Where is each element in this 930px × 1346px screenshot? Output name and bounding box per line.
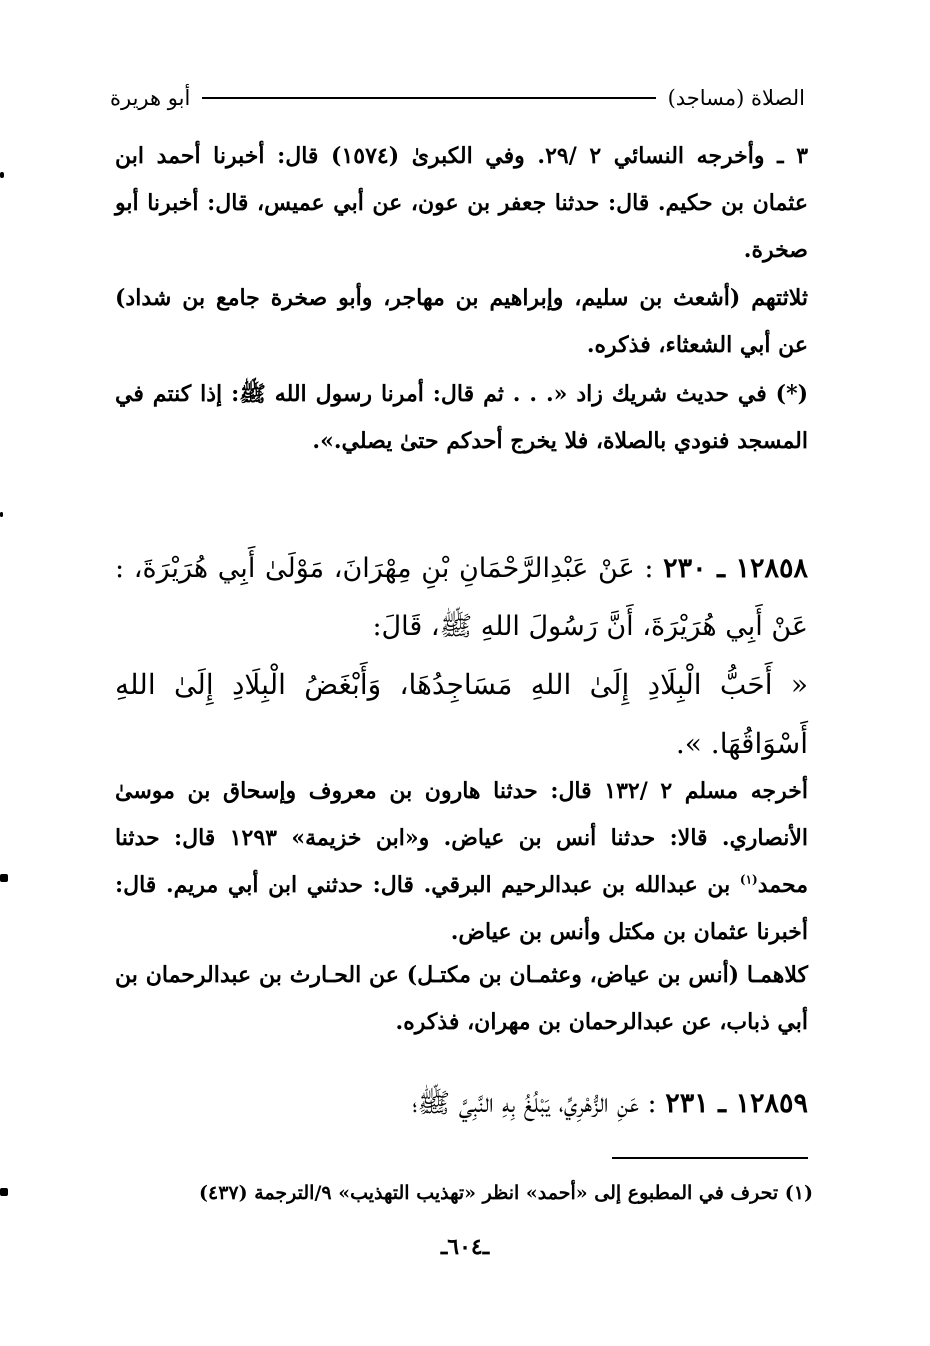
footnote: (١) تحرف في المطبوع إلى «أحمد» انظر «تهذيب التهذيب» ٩/الترجمة (٤٣٧) <box>199 1182 813 1204</box>
chapter-title: الصلاة (مساجد) <box>667 86 805 110</box>
takhrij-text-part1: أخرجه مسلم ٢ /١٣٢ قال: حدثنا هارون بن معروف وإسحاق بن موسىٰ الأنصاري. قالا: حدثنا أنس بن عياض. و«ابن خزيمة» ١٢٩٣ قال: حدثنا محمد <box>115 778 808 898</box>
hadith-12859-heading <box>115 1075 808 1133</box>
page-number: ـ٦٠٤ـ <box>440 1234 490 1260</box>
footnote-rule <box>612 1157 808 1159</box>
hadith-12858-heading <box>115 540 808 656</box>
takhrij-paragraph-muslim <box>115 768 808 956</box>
takhrij-text-part2: بن عبدالله بن عبدالرحيم البرقي. قال: حدثني ابن أبي مريم. قال: أخبرنا عثمان بن مكتل وأنس بن عياض. <box>115 872 808 945</box>
hadith-number: ١٢٨٥٨ ـ ٢٣٠ <box>663 553 808 584</box>
hadith-matn: « أَحَبُّ الْبِلَادِ إِلَىٰ اللهِ مَسَاجِدُهَا، وَأَبْغَضُ الْبِلَادِ إِلَىٰ اللهِ أَسْوَاقُهَا. ». <box>115 668 808 760</box>
takhrij-paragraph-nasai: ٣ ـ وأخرجه النسائي ٢ /٢٩. وفي الكبرىٰ (١٥٧٤) قال: أخبرنا أحمد ابن عثمان بن حكيم. قال: حدثنا جعفر بن عون، عن أبي عميس، قال: أخبرنا أبو صخرة. <box>115 143 809 263</box>
header-rule <box>202 97 655 99</box>
running-header <box>110 80 805 116</box>
hadith-isnad: : عَنِ الزُّهْرِيِّ، يَبْلُغُ بِهِ النَّبِيَّ ﷺ؛ <box>412 1088 657 1119</box>
note-paragraph-sharik: (*) في حديث شريك زاد «. . . ثم قال: أمرنا رسول الله ﷺ: إذا كنتم في المسجد فنودي بالصلاة، فلا يخرج أحدكم حتىٰ يصلي.». <box>115 381 808 454</box>
hadith-number: ١٢٨٥٩ ـ ٢٣١ <box>665 1088 808 1119</box>
footnote-marker[interactable]: (١) <box>739 872 758 887</box>
narrator-name: أبو هريرة <box>110 86 191 110</box>
hadith-12858-matn <box>115 656 808 774</box>
takhrij-paragraph-summary: ثلاثتهم (أشعث بن سليم، وإبراهيم بن مهاجر، وأبو صخرة جامع بن شداد) عن أبي الشعثاء، فذكره. <box>115 285 808 358</box>
scan-speck <box>0 512 3 517</box>
takhrij-paragraph-kilahuma: كلاهمـا (أنس بن عياض، وعثمـان بن مكتـل) عن الحـارث بن عبدالرحمان بن أبي ذباب، عن عبدالرحمان بن مهران، فذكره. <box>115 962 808 1035</box>
hadith-isnad: : عَنْ عَبْدِالرَّحْمَانِ بْنِ مِهْرَانَ، مَوْلَىٰ أَبِي هُرَيْرَةَ، : عَنْ أَبِي هُرَيْرَةَ، أَنَّ رَسُولَ اللهِ ﷺ، قَالَ: <box>115 553 808 642</box>
scan-speck <box>0 172 4 178</box>
scan-speck <box>0 1188 8 1196</box>
scan-speck <box>0 874 8 882</box>
